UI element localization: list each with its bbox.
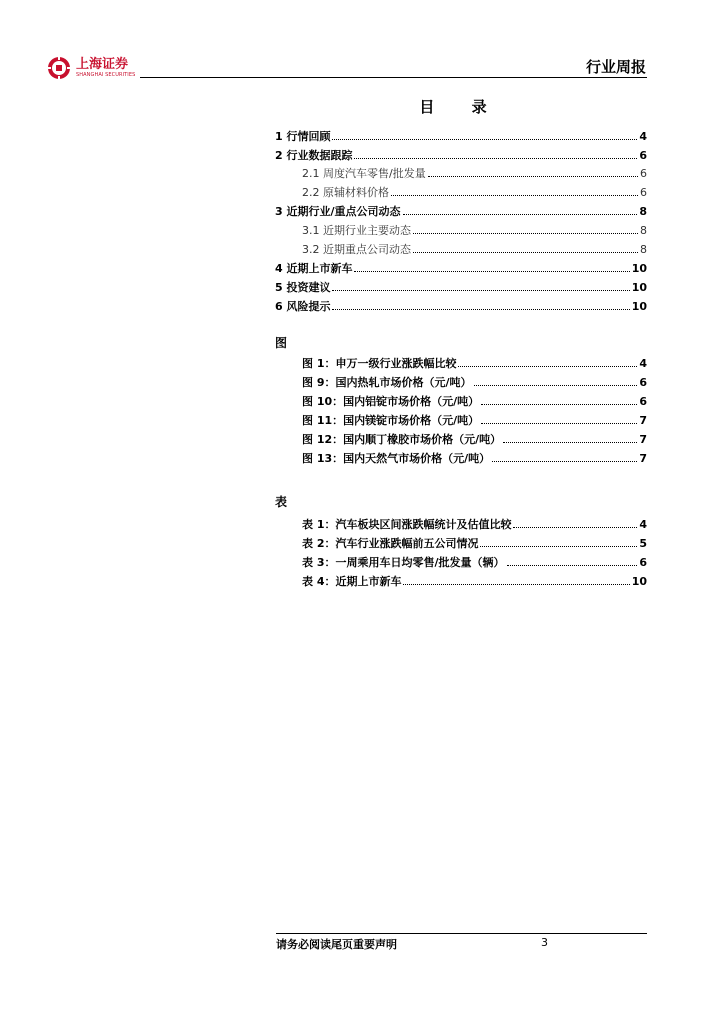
figure-entry-label: 图 11：国内镁锭市场价格（元/吨）	[302, 414, 480, 427]
table-entry[interactable]	[275, 516, 647, 532]
toc-entry-label: 3.1 近期行业主要动态	[302, 224, 411, 237]
toc-entry-page: 8	[639, 205, 647, 218]
leader-dots	[403, 584, 629, 585]
logo-english-name: SHANGHAI SECURITIES	[76, 72, 136, 78]
leader-dots	[332, 139, 637, 140]
toc-entry-page: 6	[640, 186, 647, 199]
leader-dots	[481, 404, 637, 405]
company-logo	[47, 54, 135, 82]
figure-entry-label: 图 10：国内铝锭市场价格（元/吨）	[302, 395, 480, 408]
table-entry-page: 6	[639, 556, 647, 569]
figure-entry[interactable]	[275, 450, 647, 466]
tables-heading: 表	[275, 495, 288, 509]
leader-dots	[403, 214, 638, 215]
leader-dots	[474, 385, 638, 386]
footer-divider	[276, 933, 647, 934]
toc-entry-label: 3.2 近期重点公司动态	[302, 243, 411, 256]
toc-entry[interactable]	[275, 279, 647, 295]
figure-entry[interactable]	[275, 393, 647, 409]
report-type-title: 行业周报	[585, 58, 646, 76]
toc-entry-page: 6	[639, 149, 647, 162]
toc-entry-page: 10	[631, 281, 647, 294]
toc-entry[interactable]	[275, 203, 647, 219]
toc-entry-label: 6 风险提示	[275, 300, 331, 313]
leader-dots	[332, 309, 629, 310]
toc-subentry[interactable]	[275, 184, 647, 200]
leader-dots	[492, 461, 637, 462]
toc-entry-label: 1 行情回顾	[275, 130, 331, 143]
toc-entry-page: 8	[640, 224, 647, 237]
leader-dots	[354, 271, 629, 272]
toc-subentry[interactable]	[275, 241, 647, 257]
leader-dots	[507, 565, 638, 566]
leader-dots	[391, 195, 638, 196]
toc-entry-page: 8	[640, 243, 647, 256]
toc-entry-label: 5 投资建议	[275, 281, 331, 294]
leader-dots	[428, 176, 638, 177]
toc-title: 目 录	[419, 98, 503, 116]
table-entry[interactable]	[275, 573, 647, 589]
toc-subentry[interactable]	[275, 165, 647, 181]
table-entry-label: 表 3：一周乘用车日均零售/批发量（辆）	[302, 556, 505, 569]
table-entry-page: 10	[631, 575, 647, 588]
leader-dots	[354, 158, 637, 159]
figure-entry-label: 图 1：申万一级行业涨跌幅比较	[302, 357, 457, 370]
figure-entry-page: 7	[639, 452, 647, 465]
leader-dots	[458, 366, 637, 367]
toc-entry[interactable]	[275, 298, 647, 314]
table-entry-label: 表 4：近期上市新车	[302, 575, 402, 588]
toc-entry-page: 6	[640, 167, 647, 180]
toc-entry-page: 10	[631, 300, 647, 313]
toc-entry-label: 4 近期上市新车	[275, 262, 353, 275]
toc-entry[interactable]	[275, 128, 647, 144]
leader-dots	[513, 527, 637, 528]
figure-entry-page: 6	[639, 395, 647, 408]
disclaimer-note: 请务必阅读尾页重要声明	[276, 938, 397, 951]
table-entry-label: 表 1：汽车板块区间涨跌幅统计及估值比较	[302, 518, 512, 531]
figures-heading: 图	[275, 336, 288, 350]
toc-entry-label: 3 近期行业/重点公司动态	[275, 205, 401, 218]
table-entry[interactable]	[275, 535, 647, 551]
table-entry-label: 表 2：汽车行业涨跌幅前五公司情况	[302, 537, 479, 550]
leader-dots	[480, 546, 637, 547]
figure-entry-label: 图 9：国内热轧市场价格（元/吨）	[302, 376, 472, 389]
table-entry-page: 4	[639, 518, 647, 531]
table-entry[interactable]	[275, 554, 647, 570]
toc-entry-label: 2 行业数据跟踪	[275, 149, 353, 162]
toc-subentry[interactable]	[275, 222, 647, 238]
figure-entry-page: 6	[639, 376, 647, 389]
figure-entry[interactable]	[275, 374, 647, 390]
table-entry-page: 5	[639, 537, 647, 550]
leader-dots	[481, 423, 637, 424]
toc-entry-label: 2.1 周度汽车零售/批发量	[302, 167, 426, 180]
page-number: 3	[541, 936, 548, 949]
toc-entry-page: 10	[631, 262, 647, 275]
leader-dots	[413, 233, 638, 234]
header-divider	[140, 77, 647, 78]
leader-dots	[413, 252, 638, 253]
toc-entry-label: 2.2 原辅材料价格	[302, 186, 389, 199]
figure-entry-page: 7	[639, 433, 647, 446]
toc-entry[interactable]	[275, 147, 647, 163]
figure-entry-label: 图 13：国内天然气市场价格（元/吨）	[302, 452, 491, 465]
toc-entry-page: 4	[639, 130, 647, 143]
toc-entry[interactable]	[275, 260, 647, 276]
leader-dots	[332, 290, 629, 291]
figure-entry[interactable]	[275, 431, 647, 447]
leader-dots	[503, 442, 637, 443]
logo-emblem-icon	[47, 56, 71, 80]
figure-entry[interactable]	[275, 412, 647, 428]
figure-entry[interactable]	[275, 355, 647, 371]
figure-entry-page: 7	[639, 414, 647, 427]
figure-entry-label: 图 12：国内顺丁橡胶市场价格（元/吨）	[302, 433, 502, 446]
figure-entry-page: 4	[639, 357, 647, 370]
logo-chinese-name: 上海证券	[76, 57, 129, 72]
